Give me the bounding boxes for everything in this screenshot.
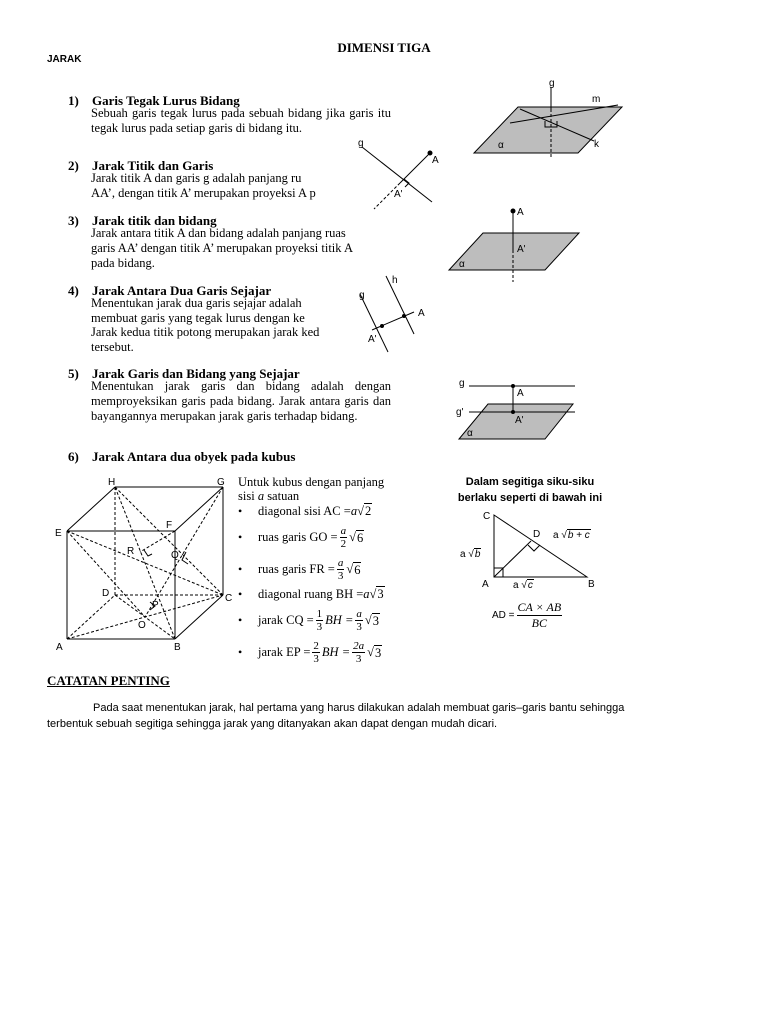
catatan-body — [47, 700, 737, 732]
triangle-formula-den: BC — [531, 616, 548, 630]
bullet-icon: • — [238, 530, 243, 544]
formula-EP-den: 3 — [313, 653, 319, 665]
fig5-point-A — [511, 384, 515, 388]
cube-label-D: D — [102, 588, 110, 599]
fig2-label-A: A — [432, 155, 439, 166]
formula-intro-text-b: satuan — [264, 489, 300, 503]
fig1-label-alpha: α — [498, 140, 504, 151]
triangle-formula-lhs: AD = — [492, 610, 515, 621]
side-base-coef: a — [513, 580, 519, 591]
bullet-icon: • — [238, 645, 243, 659]
fig5-point-A1 — [511, 410, 515, 414]
page-subtitle: JARAK — [47, 54, 82, 65]
formula-GO-fraction — [340, 525, 348, 550]
fig4-label-A: A — [418, 308, 425, 319]
section-3-number: 3) — [68, 213, 79, 228]
formula-GO-rad: 6 — [356, 530, 364, 545]
fig1-plane — [474, 107, 622, 153]
formula-row-CQ: • jarak CQ = $\frac{1}{3}$ BH = $\frac{a}{3}$ √ 3 — [238, 608, 380, 633]
formula-CQ-mid: BH = — [325, 613, 354, 627]
bullet-icon: • — [238, 562, 243, 576]
cube-label-Q: Q — [171, 550, 179, 561]
formula-EP-fraction1 — [312, 640, 320, 665]
formula-EP-num2: 2a — [353, 640, 365, 652]
formula-row-FR: • ruas garis FR = $\frac{a}{3}$ √ 6 — [238, 557, 361, 582]
figure-point-plane — [445, 200, 585, 285]
triangle-label-A: A — [482, 579, 489, 590]
formula-FR-num: a — [337, 557, 344, 569]
triangle-formula-num: CA × AB — [517, 600, 562, 614]
formula-AC-coef: a — [350, 503, 358, 518]
fig3-label-A1: A' — [517, 244, 526, 255]
triangle-title-line1: Dalam segitiga siku-siku — [465, 476, 595, 488]
triangle-ABC — [494, 515, 587, 577]
fig4-point-A — [402, 314, 406, 318]
section-2-title: Jarak Titik dan Garis — [92, 158, 214, 173]
fig5-label-A1: A' — [515, 415, 524, 426]
fig1-label-k: k — [594, 139, 599, 150]
fig2-segment-AA1 — [400, 153, 430, 183]
section-3-body-line1: Jarak antara titik A dan bidang adalah panjang ruas — [91, 226, 346, 240]
cube-label-F: F — [166, 520, 173, 531]
section-6-number: 6) — [68, 449, 79, 464]
fig2-label-A1: A' — [394, 189, 403, 200]
formula-CQ-fraction2 — [355, 608, 363, 633]
formula-AC-label: diagonal sisi AC = — [258, 503, 351, 518]
section-2-body-line1: Jarak titik A dan garis g adalah panjang ru — [91, 171, 302, 185]
cube-label-P: P — [152, 600, 159, 611]
triangle-formula-fraction — [517, 600, 563, 631]
cube-label-H: H — [108, 477, 116, 488]
cube-seg-GO — [145, 487, 223, 617]
formula-GO-label: ruas garis GO = — [258, 530, 338, 544]
triangle-side-base: a √c — [513, 580, 533, 591]
side-hyp-coef: a — [553, 530, 559, 541]
fig3-point-A — [511, 209, 516, 214]
fig5-label-g1: g' — [456, 407, 464, 418]
section-4-body-line1: Menentukan jarak dua garis sejajar adalah — [91, 296, 302, 310]
section-3-body-line2: garis AA’ dengan titik A’ merupakan proyeksi titik A — [91, 241, 353, 255]
fig4-label-A1: A' — [368, 334, 377, 345]
fig1-label-g: g — [549, 78, 555, 89]
cube-diag-HC — [115, 487, 223, 595]
formula-FR-rad: 6 — [354, 562, 361, 577]
figure-perpendicular-line — [470, 75, 630, 165]
section-5-body: Menentukan jarak garis dan bidang adalah dengan memproyeksikan garis pada bidang. Jarak antara garis dan bayangannya merupakan jarak garis terhadap bidang. — [91, 379, 391, 423]
formula-FR-fraction — [337, 557, 345, 582]
fig4-point-A1 — [380, 324, 384, 328]
cube-seg-EO — [67, 531, 145, 617]
formula-intro-var: a — [257, 489, 265, 503]
fig2-label-g: g — [358, 138, 364, 149]
triangle-side-left: a √b — [460, 549, 481, 560]
page-title: DIMENSI TIGA — [337, 40, 431, 55]
cube-label-E: E — [55, 528, 62, 539]
section-6-heading — [68, 449, 295, 465]
formula-GO-den: 2 — [340, 538, 347, 550]
triangle-label-D: D — [533, 529, 541, 540]
formula-CQ-den: 3 — [316, 621, 323, 633]
triangle-label-C: C — [483, 511, 491, 522]
figure-parallel-lines — [352, 270, 442, 355]
formula-EP-fraction2 — [352, 640, 365, 665]
triangle-formula — [492, 600, 564, 631]
fig2-right-angle — [404, 179, 409, 187]
triangle-side-hyp: a √b + c — [553, 530, 590, 541]
fig5-label-alpha: α — [467, 428, 473, 439]
formula-CQ-num: 1 — [316, 608, 323, 620]
section-4-body-line2: membuat garis yang tegak lurus dengan ke — [91, 311, 305, 325]
fig4-line-h — [386, 276, 414, 334]
fig4-label-h: h — [392, 275, 398, 286]
side-hyp-rad: b + c — [567, 530, 590, 541]
side-left-coef: a — [460, 549, 466, 560]
formula-intro-text-a: sisi — [238, 489, 258, 503]
section-4-body-line3: Jarak kedua titik potong merupakan jarak ked — [91, 325, 320, 339]
section-4-number: 4) — [68, 283, 79, 298]
bullet-icon: • — [238, 613, 243, 627]
triangle-title — [440, 474, 620, 506]
cube-label-B: B — [174, 642, 181, 653]
catatan-line1: Pada saat menentukan jarak, hal pertama yang harus dilakukan adalah membuat garis–garis bantu sehingga — [93, 702, 625, 714]
catatan-heading: CATATAN PENTING — [47, 673, 170, 688]
cube-label-G: G — [217, 477, 225, 488]
formula-CQ-num2: a — [356, 608, 362, 620]
figure-point-line — [352, 137, 447, 212]
cube-edge-EH — [67, 487, 115, 531]
cube-label-R: R — [127, 546, 135, 557]
formula-EP-label: jarak EP = — [258, 645, 311, 659]
figure-cube — [50, 474, 240, 656]
formula-AC-rad: 2 — [364, 504, 372, 518]
cube-label-O: O — [138, 620, 146, 631]
fig5-label-A: A — [517, 388, 524, 399]
formula-EP-den2: 3 — [355, 653, 362, 665]
formula-intro-line1: Untuk kubus dengan panjang — [238, 475, 385, 489]
fig4-label-g: g — [359, 290, 365, 301]
formula-EP-mid: BH = — [321, 645, 351, 659]
formula-EP-rad: 3 — [375, 645, 382, 660]
section-5-number: 5) — [68, 366, 79, 381]
formula-list — [238, 500, 438, 670]
formula-row-EP: • jarak EP = $\frac{2}{3}$ BH = $\frac{2a}{3}$ √ 3 — [238, 640, 382, 665]
formula-CQ-label: jarak CQ = — [258, 613, 314, 627]
section-6-title: Jarak Antara dua obyek pada kubus — [92, 449, 296, 464]
formula-EP-num: 2 — [313, 640, 319, 652]
catatan-line2: terbentuk sebuah segitiga sehingga jarak yang ditanyakan akan dapat dengan mudah dicari. — [47, 718, 498, 730]
section-1-body: Sebuah garis tegak lurus pada sebuah bidang jika garis itu tegak lurus pada setiap garis di bidang itu. — [91, 106, 391, 135]
figure-line-plane — [455, 372, 580, 442]
section-2-number: 2) — [68, 158, 79, 173]
formula-GO-num: a — [340, 525, 347, 537]
bullet-icon: • — [238, 586, 243, 601]
cube-edge-AD — [67, 595, 115, 639]
formula-row-GO: • ruas garis GO = $\frac{a}{2}$ √ 6 — [238, 525, 364, 550]
side-base-rad: c — [527, 580, 533, 591]
fig3-plane — [449, 233, 579, 270]
triangle-title-line2: berlaku seperti di bawah ini — [457, 492, 603, 504]
formula-CQ-den2: 3 — [356, 621, 362, 633]
fig1-label-m: m — [592, 94, 601, 105]
formula-CQ-fraction1 — [316, 608, 324, 633]
section-5-title: Jarak Garis dan Bidang yang Sejajar — [92, 366, 300, 381]
fig3-label-A: A — [517, 207, 524, 218]
section-1-number: 1) — [68, 93, 79, 108]
cube-right-angle-R — [144, 550, 152, 556]
side-left-rad: b — [474, 549, 481, 560]
section-3-title: Jarak titik dan bidang — [92, 213, 217, 228]
formula-FR-label: ruas garis FR = — [258, 562, 335, 576]
triangle-label-B: B — [588, 579, 595, 590]
section-3-body-line3: pada bidang. — [91, 256, 155, 270]
section-4-body-line4: tersebut. — [91, 340, 134, 354]
formula-FR-den: 3 — [337, 570, 344, 582]
fig3-label-alpha: α — [459, 259, 465, 270]
section-1-title: Garis Tegak Lurus Bidang — [92, 93, 240, 108]
fig5-label-g: g — [459, 378, 465, 389]
formula-BH-label: diagonal ruang BH = — [258, 586, 364, 601]
cube-label-A: A — [56, 642, 63, 653]
formula-CQ-rad: 3 — [372, 613, 380, 628]
section-2-body-line2: AA’, dengan titik A’ merupakan proyeksi A p — [91, 186, 316, 200]
section-4-title: Jarak Antara Dua Garis Sejajar — [92, 283, 272, 298]
cube-edge-FG — [175, 487, 223, 531]
formula-BH-coef: a — [363, 586, 370, 601]
cube-label-C: C — [225, 593, 233, 604]
formula-BH-rad: 3 — [377, 587, 384, 601]
formula-row-BH: • diagonal ruang BH = a √ 3 — [238, 586, 384, 601]
formula-row-AC: • diagonal sisi AC = a √ 2 — [238, 503, 372, 518]
bullet-icon: • — [238, 503, 243, 518]
